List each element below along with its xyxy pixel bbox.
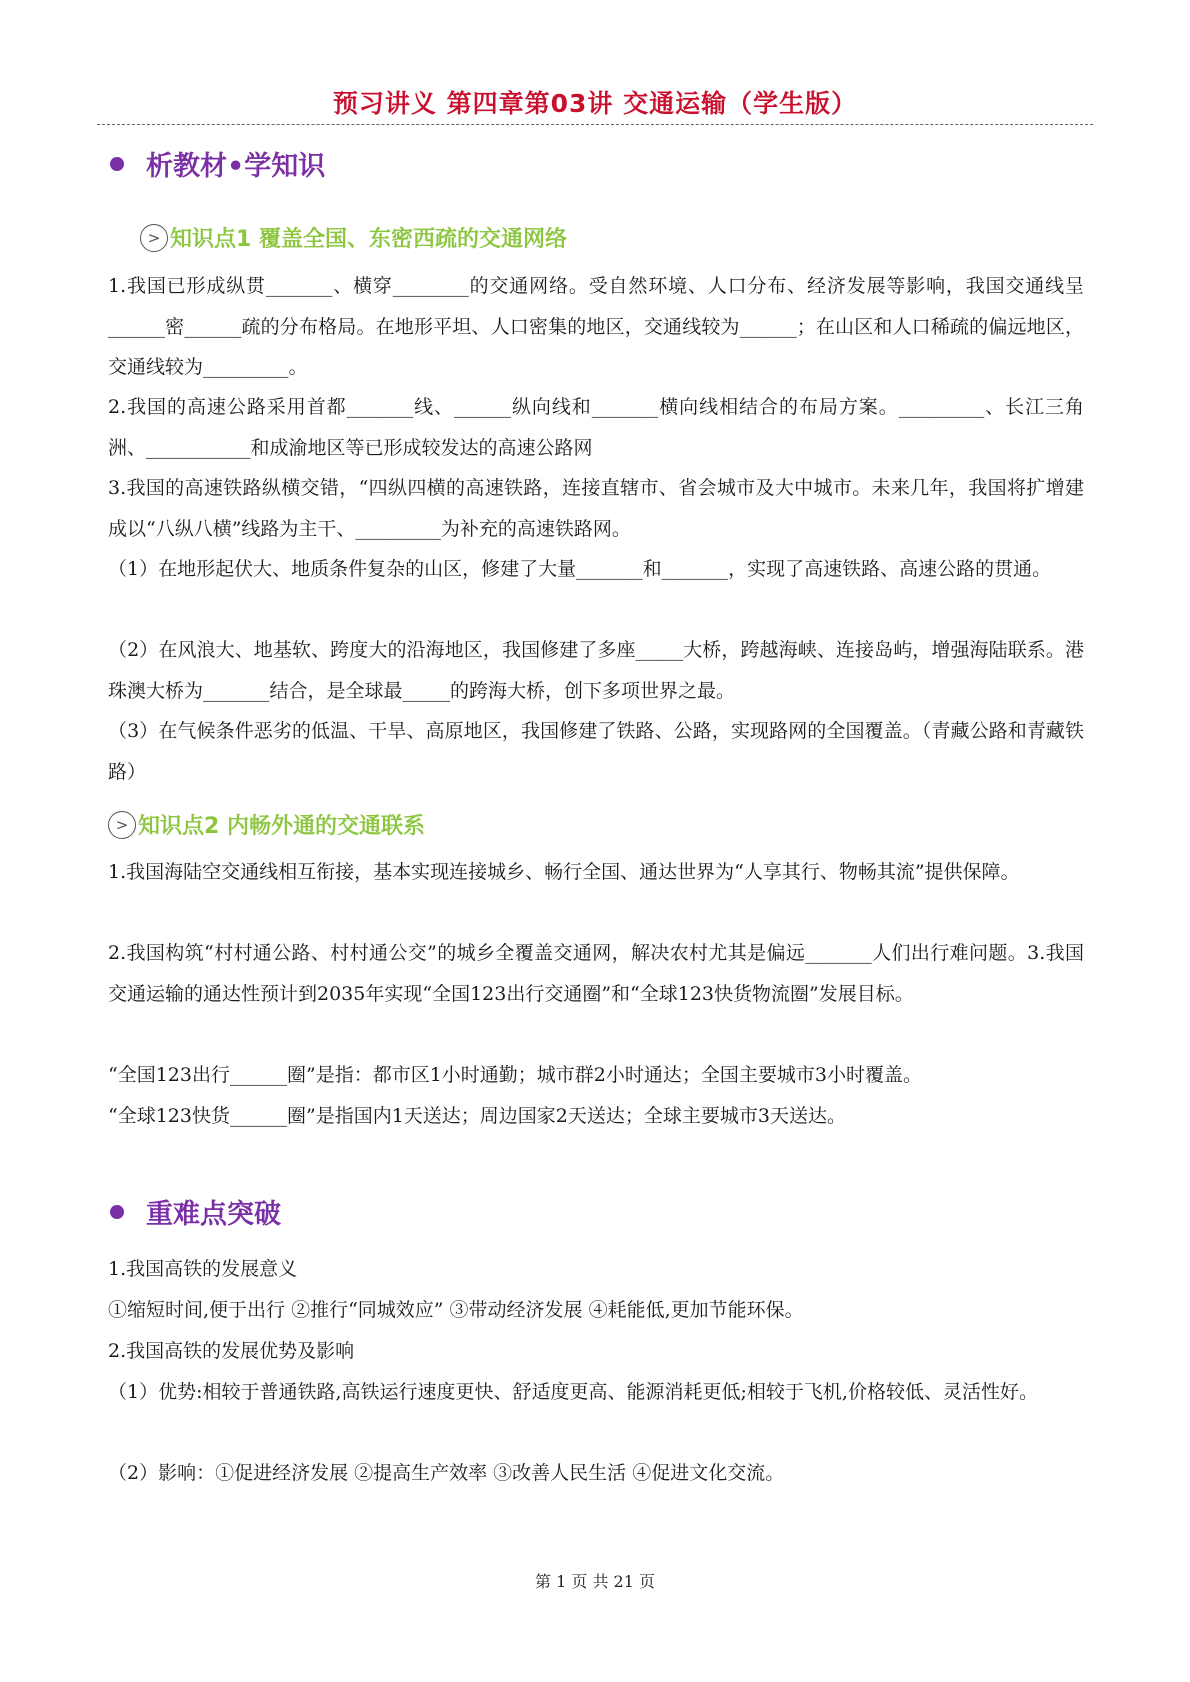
circled-arrow-icon: > — [140, 224, 168, 252]
kp1-paragraph-3: 3.我国的高速铁路纵横交错，“四纵四横的高速铁路，连接直辖市、省会城市及大中城市。未来几年，我国将扩增建成以“八纵八横”线路为主干、_________为补充的高速铁路网。 — [108, 477, 1084, 540]
key-points-paragraph-2: ①缩短时间,便于出行 ②推行“同城效应” ③带动经济发展 ④耗能低,更加节能环保。 — [108, 1299, 804, 1321]
section-heading-key-points — [110, 1192, 281, 1231]
key-points-paragraph-1: 1.我国高铁的发展意义 — [108, 1258, 298, 1280]
kp1-paragraph-4: （1）在地形起伏大、地质条件复杂的山区，修建了大量_______和_______，实现了高速铁路、高速公路的贯通。 — [108, 558, 1052, 580]
knowledge-point-2-heading — [108, 809, 425, 840]
knowledge-point-2-label: 知识点2 内畅外通的交通联系 — [138, 814, 425, 839]
page-title: 预习讲义 第四章第03讲 交通运输（学生版） — [332, 89, 858, 118]
kp1-paragraph-6: （3）在气候条件恶劣的低温、干旱、高原地区，我国修建了铁路、公路，实现路网的全国覆盖。（青藏公路和青藏铁路） — [108, 720, 1084, 783]
kp1-paragraph-2: 2.我国的高速公路采用首都_______线、______纵向线和_______横向线相结合的布局方案。_________、长江三角洲、___________和成渝地区等已形成较发达的高速公路网 — [108, 396, 1084, 459]
section-heading-label: 重难点突破 — [146, 1199, 281, 1230]
kp1-paragraph-1: 1.我国已形成纵贯_______、横穿________的交通网络。受自然环境、人口分布、经济发展等影响，我国交通线呈______密______疏的分布格局。在地形平坦、人口密集的地区，交通线较为______；在山区和人口稀疏的偏远地区，交通线较为_________。 — [108, 275, 1084, 378]
kp2-paragraph-2: 2.我国构筑“村村通公路、村村通公交”的城乡全覆盖交通网，解决农村尤其是偏远_______人们出行难问题。3.我国交通运输的通达性预计到2035年实现“全国123出行交通圈”和“全球123快货物流圈”发展目标。 — [108, 942, 1084, 1005]
kp2-paragraph-3: “全国123出行______圈”是指：都市区1小时通勤；城市群2小时通达；全国主要城市3小时覆盖。 — [108, 1064, 922, 1086]
section-heading-textbook — [110, 144, 325, 183]
knowledge-point-1-heading — [140, 222, 567, 253]
page-number: 第 1 页 共 21 页 — [535, 1572, 655, 1591]
kp1-paragraph-5: （2）在风浪大、地基软、跨度大的沿海地区，我国修建了多座_____大桥，跨越海峡、连接岛屿，增强海陆联系。港珠澳大桥为_______结合，是全球最_____的跨海大桥，创下多项世界之最。 — [108, 639, 1084, 702]
section-heading-label: 析教材•学知识 — [146, 151, 326, 182]
bullet-dot-icon — [110, 157, 124, 171]
knowledge-point-1-label: 知识点1 覆盖全国、东密西疏的交通网络 — [170, 227, 567, 252]
bullet-dot-icon — [110, 1205, 124, 1219]
kp2-paragraph-1: 1.我国海陆空交通线相互衔接，基本实现连接城乡、畅行全国、通达世界为“人享其行、物畅其流”提供保障。 — [108, 861, 1020, 883]
kp2-paragraph-4: “全球123快货______圈”是指国内1天送达；周边国家2天送达；全球主要城市3天送达。 — [108, 1105, 846, 1127]
circled-arrow-icon: > — [108, 811, 136, 839]
key-points-paragraph-4: （1）优势:相较于普通铁路,高铁运行速度更快、舒适度更高、能源消耗更低;相较于飞机,价格较低、灵活性好。 — [108, 1381, 1038, 1403]
key-points-paragraph-3: 2.我国高铁的发展优势及影响 — [108, 1340, 355, 1362]
key-points-paragraph-5: （2）影响：①促进经济发展 ②提高生产效率 ③改善人民生活 ④促进文化交流。 — [108, 1462, 785, 1484]
header-divider — [97, 124, 1093, 125]
